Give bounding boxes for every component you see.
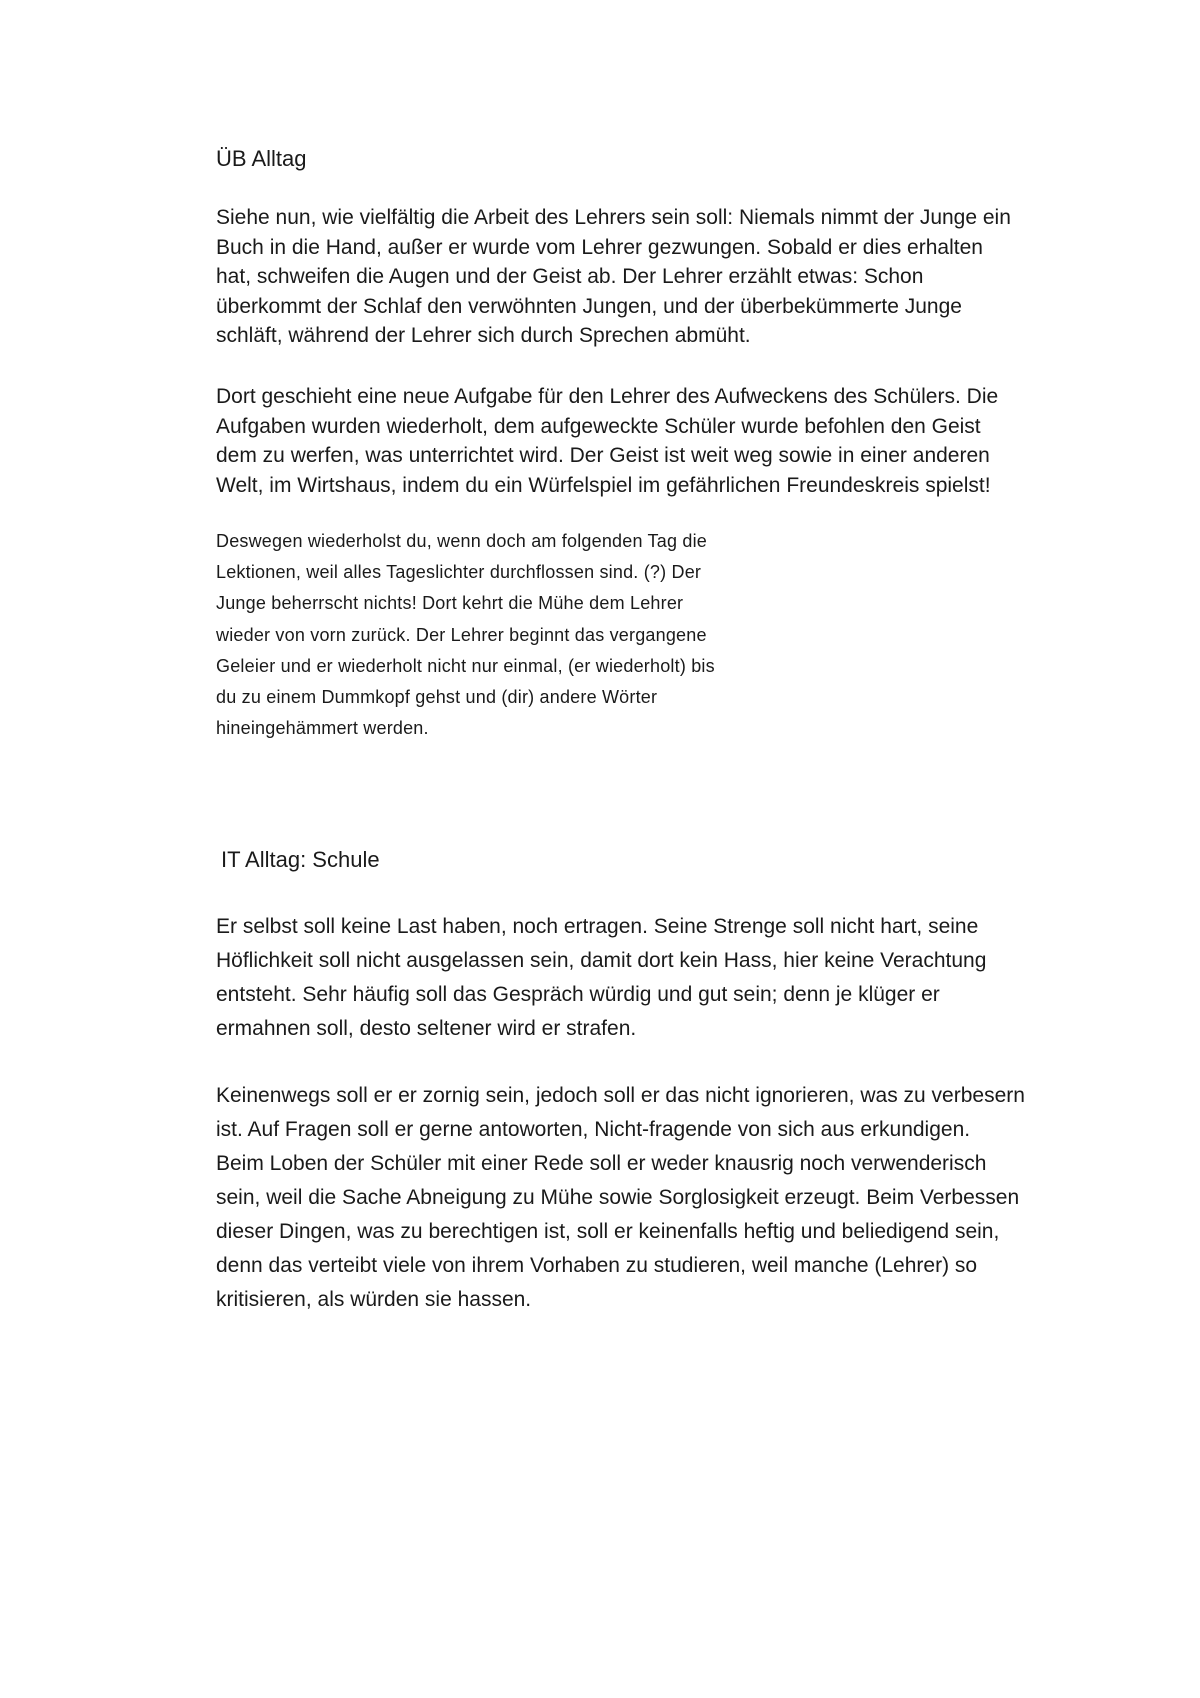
text-line: überkommt der Schlaf den verwöhnten Jungen, und der überbekümmerte Junge — [216, 294, 962, 318]
section-it-paragraph-2 — [216, 1079, 1076, 1317]
text-line: Höflichkeit soll nicht ausgelassen sein, damit dort kein Hass, hier keine Verachtung — [216, 949, 987, 972]
text-line: kritisieren, als würden sie hassen. — [216, 1288, 532, 1311]
text-line: schläft, während der Lehrer sich durch Sprechen abmüht. — [216, 324, 751, 348]
text-line: du zu einem Dummkopf gehst und (dir) andere Wörter — [216, 687, 658, 708]
text-line: Welt, im Wirtshaus, indem du ein Würfelspiel im gefährlichen Freundeskreis spielst! — [216, 473, 991, 497]
text-line: Beim Loben der Schüler mit einer Rede soll er weder knausrig noch verwenderisch — [216, 1152, 987, 1175]
text-line: ist. Auf Fragen soll er gerne antoworten, Nicht-fragende von sich aus erkundigen. — [216, 1118, 971, 1141]
section-ub-paragraph-1 — [216, 203, 1066, 351]
text-line: hat, schweifen die Augen und der Geist ab. Der Lehrer erzählt etwas: Schon — [216, 265, 924, 289]
text-line: Aufgaben wurden wiederholt, dem aufgeweckte Schüler wurde befohlen den Geist — [216, 414, 981, 438]
text-line: dem zu werfen, was unterrichtet wird. Der Geist ist weit weg sowie in einer anderen — [216, 444, 990, 468]
section-it-title: IT Alltag: Schule — [221, 847, 380, 872]
text-line: dieser Dingen, was zu berechtigen ist, soll er keinenfalls heftig und beliedigend sein, — [216, 1220, 1000, 1243]
text-line: entsteht. Sehr häufig soll das Gespräch würdig und gut sein; denn je klüger er — [216, 983, 940, 1006]
section-it-paragraph-1 — [216, 910, 1076, 1046]
text-line: sein, weil die Sache Abneigung zu Mühe sowie Sorglosigkeit erzeugt. Beim Verbessen — [216, 1186, 1020, 1209]
text-line: Buch in die Hand, außer er wurde vom Lehrer gezwungen. Sobald er dies erhalten — [216, 235, 983, 259]
text-line: Dort geschieht eine neue Aufgabe für den Lehrer des Aufweckens des Schülers. Die — [216, 385, 999, 408]
text-line: Keinenwegs soll er er zornig sein, jedoch soll er das nicht ignorieren, was zu verbesern — [216, 1084, 1025, 1107]
text-line: hineingehämmert werden. — [216, 718, 429, 739]
text-line: ermahnen soll, desto seltener wird er strafen. — [216, 1017, 637, 1040]
text-line: Geleier und er wiederholt nicht nur einmal, (er wiederholt) bis — [216, 655, 715, 676]
text-line: Siehe nun, wie vielfältig die Arbeit des Lehrers sein soll: Niemals nimmt der Junge ein — [216, 206, 1011, 229]
text-line: Lektionen, weil alles Tageslichter durchflossen sind. (?) Der — [216, 562, 702, 583]
section-ub-title: ÜB Alltag — [216, 146, 307, 171]
text-line: wieder von vorn zurück. Der Lehrer beginnt das vergangene — [216, 624, 707, 645]
text-line: denn das verteibt viele von ihrem Vorhaben zu studieren, weil manche (Lehrer) so — [216, 1254, 978, 1277]
text-line: Er selbst soll keine Last haben, noch ertragen. Seine Strenge soll nicht hart, seine — [216, 915, 979, 938]
section-ub-paragraph-3 — [216, 526, 816, 744]
section-ub-paragraph-2 — [216, 382, 1066, 500]
text-line: Junge beherrscht nichts! Dort kehrt die Mühe dem Lehrer — [216, 593, 684, 614]
text-line: Deswegen wiederholst du, wenn doch am folgenden Tag die — [216, 531, 707, 551]
